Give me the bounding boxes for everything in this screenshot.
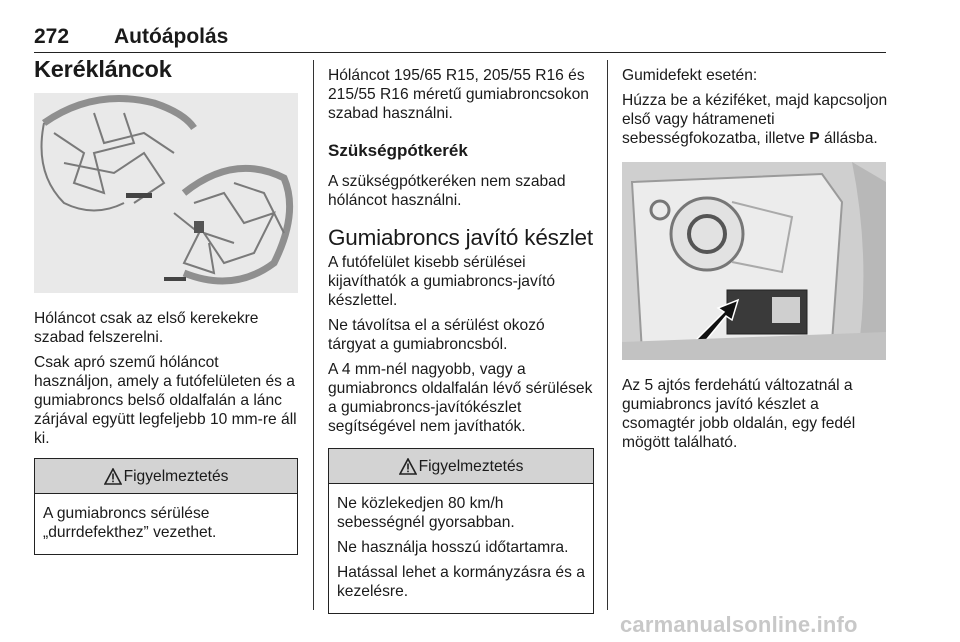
warning-header — [329, 449, 593, 484]
warning-text: A gumiabroncs sérülése „durrdefekthez” vezethet. — [43, 505, 217, 541]
paragraph: A futófelület kisebb sérülései kijavíthatók a gumiabroncs-javító készlettel. — [328, 254, 556, 309]
paragraph: A 4 mm-nél nagyobb, vagy a gumiabroncs oldalfalán lévő sérülések a gumiabroncs-javítókészlet segítségével nem javíthatók. — [328, 361, 593, 435]
paragraph: Hóláncot csak az első kerekekre szabad felszerelni. — [34, 310, 259, 346]
page-header — [34, 22, 886, 53]
column-divider — [607, 60, 608, 610]
warning-heading: Figyelmeztetés — [123, 467, 229, 485]
paragraph: Hóláncot 195/65 R15, 205/55 R16 és 215/55 R16 méretű gumiabroncsokon szabad használni. — [328, 67, 589, 122]
paragraph — [622, 91, 890, 148]
column-2 — [328, 66, 594, 614]
paragraph: Az 5 ajtós ferdehátú változatnál a gumiabroncs javító készlet a csomagtér jobb oldalán, egy fedél mögött található. — [622, 377, 856, 451]
section-title-repair-kit: Gumiabroncs javító készlet — [328, 225, 593, 250]
warning-text: Hatással lehet a kormányzásra és a kezelésre. — [337, 564, 585, 600]
subsection-title: Szükségpótkerék — [328, 141, 468, 160]
warning-body — [35, 494, 297, 554]
gear-p-label: P — [809, 130, 820, 147]
warning-triangle-icon — [104, 468, 122, 485]
warning-text: Ne közlekedjen 80 km/h sebességnél gyorsabban. — [337, 495, 515, 531]
text-run: állásba. — [819, 130, 878, 147]
watermark: carmanualsonline.info — [620, 612, 858, 637]
warning-header — [35, 459, 297, 494]
text-run: Húzza be a kéziféket, majd kapcsoljon első vagy hátrameneti sebességfokozatba, illetve — [622, 92, 888, 147]
paragraph: Csak apró szemű hóláncot használjon, amely a futófelületen és a gumiabroncs belső oldalfalán a lánc zárjával együtt legfeljebb 10 mm-re áll ki. — [34, 354, 297, 447]
trunk-repair-kit-illustration — [622, 162, 886, 360]
column-3 — [622, 66, 890, 458]
chapter-title: Autóápolás — [114, 25, 229, 48]
warning-box — [328, 448, 594, 614]
warning-body — [329, 484, 593, 613]
paragraph: Gumidefekt esetén: — [622, 67, 758, 84]
warning-text: Ne használja hosszú időtartamra. — [337, 539, 569, 556]
section-title-snow-chains: Kerékláncok — [34, 56, 172, 82]
warning-heading: Figyelmeztetés — [418, 457, 524, 475]
warning-box — [34, 458, 298, 555]
column-divider — [313, 60, 314, 610]
warning-triangle-icon — [399, 458, 417, 475]
snow-chains-illustration — [34, 93, 298, 293]
page-number: 272 — [34, 25, 70, 48]
paragraph: Ne távolítsa el a sérülést okozó tárgyat a gumiabroncsból. — [328, 317, 545, 353]
column-1 — [34, 56, 298, 555]
paragraph: A szükségpótkeréken nem szabad hóláncot használni. — [328, 173, 566, 209]
